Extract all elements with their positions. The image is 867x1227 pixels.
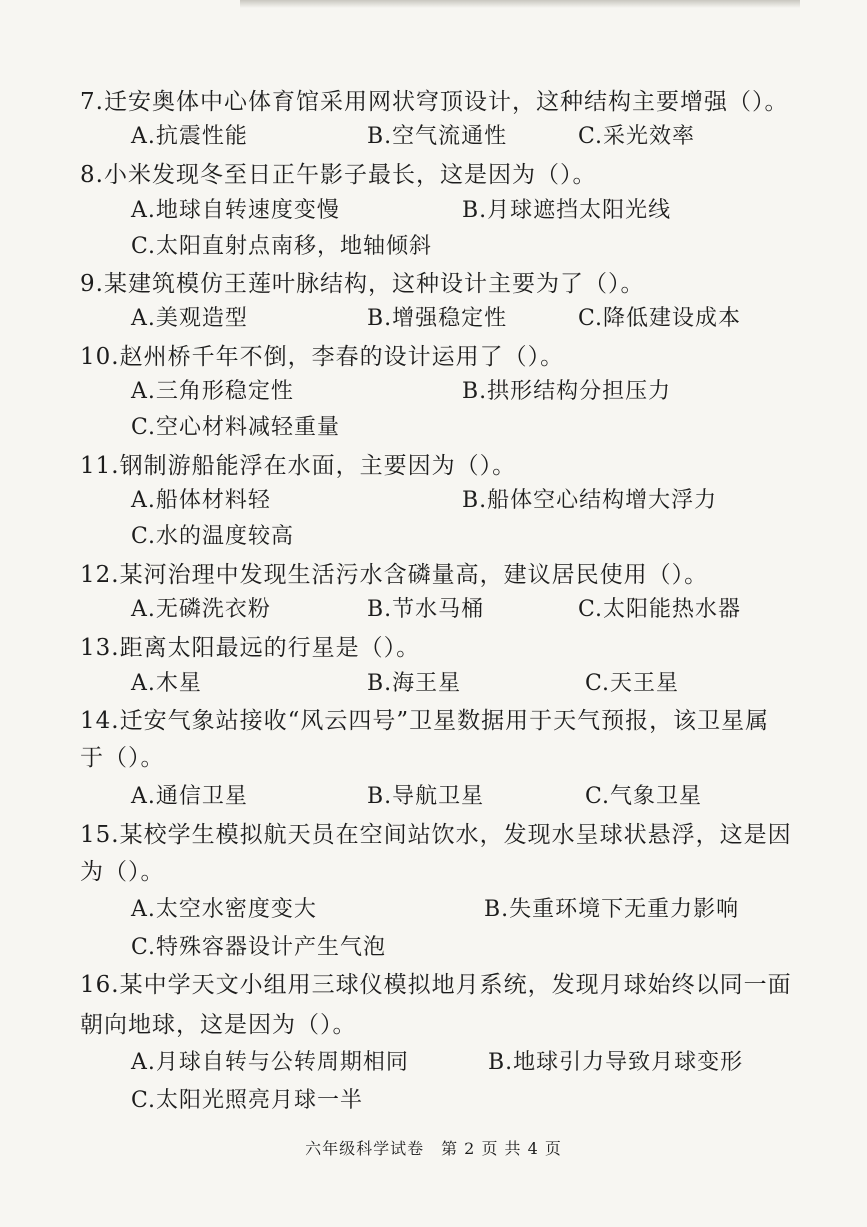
question-8-option-b: B.月球遮挡太阳光线: [462, 198, 672, 223]
question-7-option-c: C.采光效率: [578, 124, 696, 149]
question-12-option-b: B.节水马桶: [367, 597, 485, 622]
question-7-option-b: B.空气流通性: [367, 124, 508, 149]
question-11: 11.钢制游船能浮在水面，主要因为（）。: [80, 453, 517, 479]
question-7-option-a: A.抗震性能: [131, 124, 248, 149]
question-14-option-c: C.气象卫星: [585, 784, 703, 809]
question-12-option-c: C.太阳能热水器: [578, 597, 742, 622]
question-8: 8.小米发现冬至日正午影子最长，这是因为（）。: [80, 162, 597, 188]
question-14-line-1: 14.迁安气象站接收“风云四号”卫星数据用于天气预报，该卫星属: [80, 708, 770, 734]
question-16-option-b: B.地球引力导致月球变形: [488, 1050, 744, 1075]
question-12-option-a: A.无磷洗衣粉: [131, 597, 271, 622]
question-16-line-2: 朝向地球，这是因为（）。: [80, 1012, 357, 1038]
question-16-line-1: 16.某中学天文小组用三球仪模拟地月系统，发现月球始终以同一面: [80, 972, 792, 998]
question-16-option-a: A.月球自转与公转周期相同: [131, 1050, 409, 1075]
page-footer: 六年级科学试卷 第 2 页 共 4 页: [305, 1139, 562, 1158]
question-10: 10.赵州桥千年不倒，李春的设计运用了（）。: [80, 344, 565, 370]
question-10-option-a: A.三角形稳定性: [131, 379, 294, 404]
question-11-option-b: B.船体空心结构增大浮力: [462, 488, 718, 513]
question-12: 12.某河治理中发现生活污水含磷量高，建议居民使用（）。: [80, 562, 709, 588]
question-7: 7.迁安奥体中心体育馆采用网状穹顶设计，这种结构主要增强（）。: [80, 89, 789, 115]
question-11-option-c: C.水的温度较高: [131, 524, 295, 549]
question-9-option-b: B.增强稳定性: [367, 306, 508, 331]
question-15-line-1: 15.某校学生模拟航天员在空间站饮水，发现水呈球状悬浮，这是因: [80, 822, 792, 848]
question-14-option-b: B.导航卫星: [367, 784, 485, 809]
question-15-option-a: A.太空水密度变大: [131, 897, 317, 922]
question-13-option-a: A.木星: [131, 671, 202, 696]
question-13-option-c: C.天王星: [585, 671, 680, 696]
question-9-option-a: A.美观造型: [131, 306, 248, 331]
question-9: 9.某建筑模仿王莲叶脉结构，这种设计主要为了（）。: [80, 271, 645, 297]
question-13: 13.距离太阳最远的行星是（）。: [80, 635, 421, 661]
question-9-option-c: C.降低建设成本: [578, 306, 742, 331]
question-8-option-a: A.地球自转速度变慢: [131, 198, 340, 223]
scan-edge-shadow: [240, 0, 800, 8]
question-15-line-2: 为（）。: [80, 859, 165, 885]
question-14-line-2: 于（）。: [80, 745, 165, 771]
question-16-option-c: C.太阳光照亮月球一半: [131, 1088, 364, 1113]
question-10-option-c: C.空心材料减轻重量: [131, 415, 341, 440]
question-13-option-b: B.海王星: [367, 671, 462, 696]
question-14-option-a: A.通信卫星: [131, 784, 248, 809]
question-11-option-a: A.船体材料轻: [131, 488, 271, 513]
question-15-option-c: C.特殊容器设计产生气泡: [131, 935, 387, 960]
question-15-option-b: B.失重环境下无重力影响: [484, 897, 740, 922]
question-8-option-c: C.太阳直射点南移，地轴倾斜: [131, 234, 433, 259]
question-10-option-b: B.拱形结构分担压力: [462, 379, 672, 404]
